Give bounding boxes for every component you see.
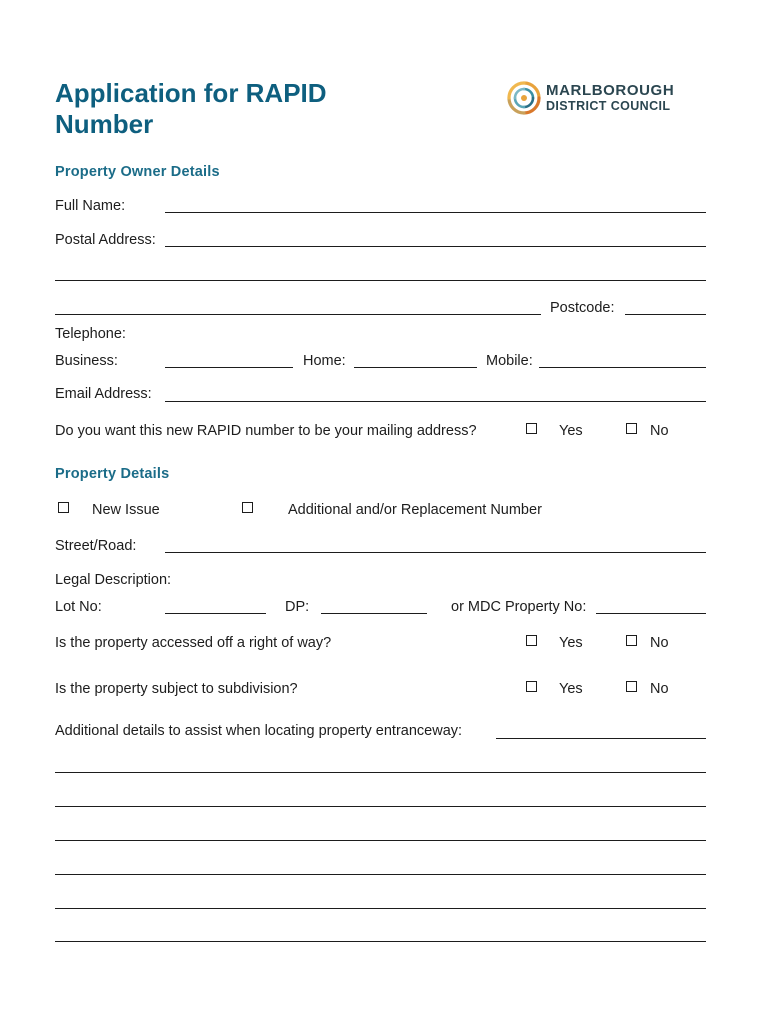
- email-label: Email Address:: [55, 386, 152, 402]
- full-name-field[interactable]: [165, 212, 706, 213]
- additional-details-field-3[interactable]: [55, 806, 706, 807]
- mailing-no-checkbox[interactable]: [626, 423, 637, 434]
- right-of-way-no-checkbox[interactable]: [626, 635, 637, 646]
- right-of-way-no-label: No: [650, 635, 669, 651]
- postal-address-label: Postal Address:: [55, 232, 156, 248]
- mailing-yes-checkbox[interactable]: [526, 423, 537, 434]
- mdc-property-no-field[interactable]: [596, 613, 706, 614]
- business-phone-field[interactable]: [165, 367, 293, 368]
- mobile-phone-field[interactable]: [539, 367, 706, 368]
- subdivision-yes-label: Yes: [559, 681, 583, 697]
- new-issue-label: New Issue: [92, 502, 160, 518]
- additional-replacement-checkbox[interactable]: [242, 502, 253, 513]
- page-title: Application for RAPID Number: [55, 78, 327, 139]
- legal-description-label: Legal Description:: [55, 572, 172, 588]
- street-road-field[interactable]: [165, 552, 706, 553]
- postal-address-field-3[interactable]: [55, 314, 541, 315]
- logo-line-2: DISTRICT COUNCIL: [546, 99, 671, 113]
- council-logo: [506, 80, 696, 116]
- dp-label: DP:: [285, 599, 310, 615]
- postal-address-field-2[interactable]: [55, 280, 706, 281]
- additional-replacement-label: Additional and/or Replacement Number: [288, 502, 542, 518]
- mailing-no-label: No: [650, 423, 669, 439]
- home-phone-field[interactable]: [354, 367, 477, 368]
- mobile-phone-label: Mobile:: [486, 353, 533, 369]
- home-phone-label: Home:: [303, 353, 346, 369]
- section-heading-property: Property Details: [55, 466, 170, 482]
- street-road-label: Street/Road:: [55, 538, 137, 554]
- additional-details-field-2[interactable]: [55, 772, 706, 773]
- subdivision-no-checkbox[interactable]: [626, 681, 637, 692]
- postcode-field[interactable]: [625, 314, 706, 315]
- postal-address-field-1[interactable]: [165, 246, 706, 247]
- subdivision-question: Is the property subject to subdivision?: [55, 681, 298, 697]
- additional-details-field-4[interactable]: [55, 840, 706, 841]
- additional-details-field-5[interactable]: [55, 874, 706, 875]
- section-heading-owner: Property Owner Details: [55, 164, 220, 180]
- additional-details-field-1[interactable]: [496, 738, 706, 739]
- lot-no-field[interactable]: [165, 613, 266, 614]
- mdc-property-no-label: or MDC Property No:: [451, 599, 587, 615]
- subdivision-yes-checkbox[interactable]: [526, 681, 537, 692]
- additional-details-field-7[interactable]: [55, 941, 706, 942]
- full-name-label: Full Name:: [55, 198, 126, 214]
- dp-field[interactable]: [321, 613, 427, 614]
- business-phone-label: Business:: [55, 353, 118, 369]
- right-of-way-question: Is the property accessed off a right of way?: [55, 635, 332, 651]
- subdivision-no-label: No: [650, 681, 669, 697]
- mailing-address-question: Do you want this new RAPID number to be your mailing address?: [55, 423, 477, 439]
- additional-details-field-6[interactable]: [55, 908, 706, 909]
- lot-no-label: Lot No:: [55, 599, 102, 615]
- right-of-way-yes-checkbox[interactable]: [526, 635, 537, 646]
- council-logo-icon: [506, 80, 542, 116]
- telephone-label: Telephone:: [55, 326, 126, 342]
- right-of-way-yes-label: Yes: [559, 635, 583, 651]
- logo-line-1: MARLBOROUGH: [546, 82, 675, 99]
- email-field[interactable]: [165, 401, 706, 402]
- mailing-yes-label: Yes: [559, 423, 583, 439]
- new-issue-checkbox[interactable]: [58, 502, 69, 513]
- additional-details-label: Additional details to assist when locating property entranceway:: [55, 723, 463, 739]
- postcode-label: Postcode:: [550, 300, 615, 316]
